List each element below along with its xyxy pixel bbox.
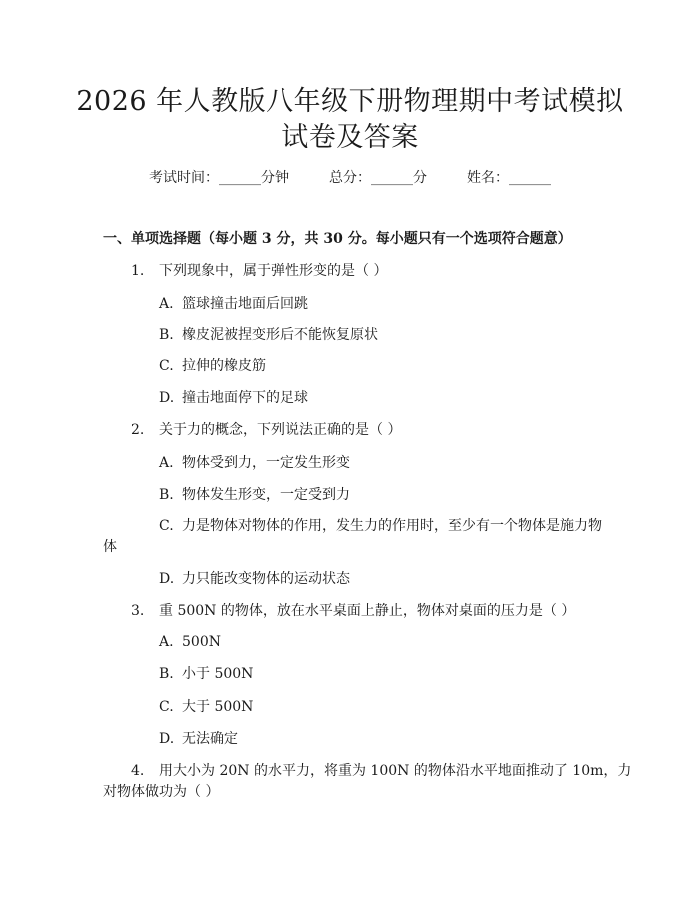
option-letter: A. — [159, 455, 174, 471]
answer-option — [159, 356, 266, 376]
answer-option — [159, 388, 308, 408]
option-letter: A. — [159, 296, 174, 312]
answer-option — [159, 632, 221, 652]
option-text: 小于 500N — [182, 666, 254, 682]
answer-option — [159, 569, 350, 589]
answer-option — [159, 516, 602, 536]
question-number: 3. — [131, 603, 145, 619]
option-text-continuation: 体 — [103, 539, 117, 555]
answer-option — [159, 294, 308, 314]
question-stem — [131, 761, 631, 781]
document-title-line2: 试卷及答案 — [281, 122, 419, 153]
option-text: 拉伸的橡皮筋 — [182, 358, 266, 374]
option-letter: D. — [159, 571, 175, 587]
question-number: 2. — [131, 422, 145, 438]
question-number: 1. — [131, 263, 145, 279]
option-text: 500N — [182, 634, 221, 650]
option-text: 篮球撞击地面后回跳 — [182, 296, 308, 312]
exam-time-field: 考试时间：______分钟 — [149, 170, 289, 186]
question-stem — [131, 420, 401, 440]
section-heading: 一、单项选择题（每小题 3 分，共 30 分。每小题只有一个选项符合题意） — [103, 231, 572, 247]
option-text: 力只能改变物体的运动状态 — [182, 571, 350, 587]
document-title: 2026 年人教版八年级下册物理期中考试模拟 — [76, 86, 624, 117]
option-letter: C. — [159, 358, 174, 374]
question-stem — [131, 261, 387, 281]
answer-option — [159, 453, 350, 473]
option-text: 大于 500N — [182, 699, 254, 715]
question-text: 重 500N 的物体，放在水平桌面上静止，物体对桌面的压力是（ ） — [159, 603, 576, 619]
option-letter: B. — [159, 487, 174, 503]
option-text: 力是物体对物体的作用，发生力的作用时，至少有一个物体是施力物 — [182, 518, 602, 534]
answer-option — [159, 697, 253, 717]
total-score-field: 总分：______分 — [329, 170, 427, 186]
exam-info-line — [0, 168, 700, 188]
option-text: 橡皮泥被捏变形后不能恢复原状 — [182, 327, 378, 343]
option-letter: D. — [159, 731, 175, 747]
question-stem — [131, 601, 575, 621]
option-text: 物体受到力，一定发生形变 — [182, 455, 350, 471]
answer-option — [159, 729, 238, 749]
name-field: 姓名：______ — [467, 170, 551, 186]
question-text: 关于力的概念，下列说法正确的是（ ） — [159, 422, 402, 438]
option-letter: D. — [159, 390, 175, 406]
option-text: 物体发生形变，一定受到力 — [182, 487, 350, 503]
answer-option — [159, 325, 378, 345]
option-text: 撞击地面停下的足球 — [182, 390, 308, 406]
option-letter: B. — [159, 666, 174, 682]
question-text: 用大小为 20N 的水平力，将重为 100N 的物体沿水平地面推动了 10m，力 — [159, 763, 632, 779]
answer-option — [159, 485, 350, 505]
option-text: 无法确定 — [182, 731, 238, 747]
question-number: 4. — [131, 763, 145, 779]
question-text-continuation: 对物体做功为（ ） — [103, 784, 220, 800]
question-text: 下列现象中，属于弹性形变的是（ ） — [159, 263, 388, 279]
answer-option — [159, 664, 253, 684]
option-letter: A. — [159, 634, 174, 650]
option-letter: B. — [159, 327, 174, 343]
option-letter: C. — [159, 699, 174, 715]
option-letter: C. — [159, 518, 174, 534]
